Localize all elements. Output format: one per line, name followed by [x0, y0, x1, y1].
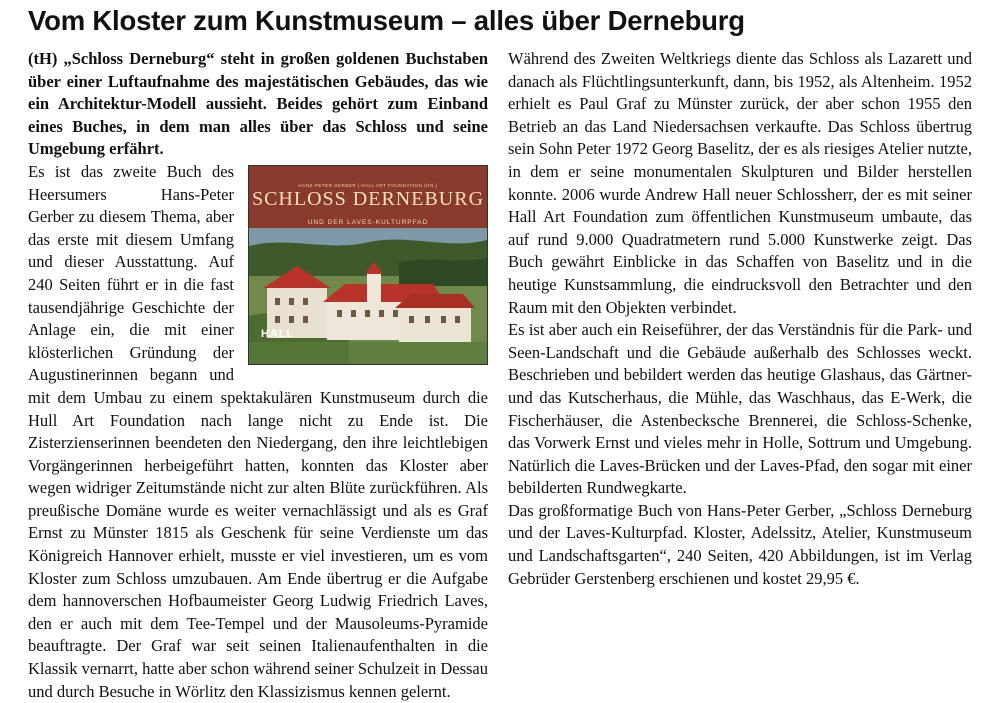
article-column-right — [508, 48, 972, 590]
cover-title: SCHLOSS DERNEBURG — [251, 187, 485, 210]
article-paragraph-3: Es ist aber auch ein Reiseführer, der das Verständnis für die Park- und Seen-Landschaft und die Gebäude außerhalb des Schlosses weckt. Beschrieben und bebildert werden das heutige Glashaus, das Gärtner- und das Kutscherhaus, die Mühle, das Waschhaus, das E-Werk, die Fischerhäuser, die Astenbecksche Brennerei, die Schloss-Schenke, das Vorwerk Ernst und vieles mehr in Holle, Sottrum und Umgebung. Natürlich die Laves-Brücken und der Laves-Pfad, den sogar mit einer bebilderten Rundwegkarte. — [508, 320, 972, 498]
cover-authors: HANS-PETER GERBER | HALL ART FOUNDATION (HG.) — [298, 182, 438, 188]
article-paragraph-1: Es ist das zweite Buch des Heersumers Hans-Peter Gerber zu diesem Thema, aber das erste mit diesem Umfang und dieser Ausstattung. Auf 240 Seiten führt er in die fast tausendjährige Geschichte der Anlage ein, die mit einer klösterlichen Gründung der Augustinerinnen begann und mit dem Umbau zu einem spektakulären Kunstmuseum durch die Hull Art Foundation nach lange nicht zu Ende ist. Die Zisterzienserinnen beendeten den Niedergang, den ihre leichtlebigen Vorgängerinnen herbeigeführt hatten, konnten das Kloster aber wegen widriger Zeitumstände nicht zur alten Blüte zurückführen. Als preußische Domäne wurde es weiter vernachlässigt und als es Graf Ernst zu Münster 1815 als Geschenk für seine Verdienste um das Königreich Hannover erhielt, musste er viel investieren, um es vom Kloster zum Schloss umzubauen. Am Ende übertrug er die Aufgabe dem hannoverschen Hofbaumeister Georg Ludwig Friedrich Laves, den er auch mit dem Tee-Tempel und der Mausoleums-Pyramide beauftragte. Der Graf war seit seinen Italienaufenthalten in die Klassik vernarrt, hatte aber schon während seiner Schulzeit in Dessau und durch Besuche in Wörlitz den Klassizismus kennen gelernt. — [28, 161, 489, 701]
article-headline: Vom Kloster zum Kunstmuseum – alles über Derneburg — [28, 5, 745, 36]
book-cover-image — [248, 165, 488, 365]
article-lead: (tH) „Schloss Derneburg“ steht in großen goldenen Buchstaben über einer Luftaufnahme des majestätischen Gebäudes, das wie ein Architektur-Modell aussieht. Beides gehört zum Einband eines Buches, in dem man alles über das Schloss und seine Umgebung erfährt. — [28, 49, 488, 159]
publisher-logo: HALL — [261, 328, 295, 341]
article-column-left — [28, 48, 488, 703]
cover-subtitle: UND DER LAVES-KULTURPFAD — [307, 218, 429, 226]
article-paragraph-2: Während des Zweiten Weltkriegs diente das Schloss als Lazarett und danach als Flüchtlingsunterkunft, dann, bis 1952, als Altenheim. 1952 erhielt es Paul Graf zu Münster zurück, der aber schon 1955 den Betrieb an das Land Niedersachsen verkaufte. Das Schloss übertrug sein Sohn Peter 1972 Georg Baselitz, der es als riesiges Atelier nutzte, in dem er seine monumentalen Skulpturen und Bilder herstellen konnte. 2006 wurde Andrew Hall neuer Schlossherr, der es mit seiner Hall Art Foundation zum öffentlichen Kunstmuseum umbaute, das auf rund 9.000 Quadratmetern rund 5.000 Kunstwerke zeigt. Das Buch gewährt Einblicke in das Schaffen von Baselitz und in die heutige Kunstsammlung, die eindrucksvoll den Betrachter und den Raum mit den Objekten verbindet. — [508, 49, 972, 317]
article-paragraph-4: Das großformatige Buch von Hans-Peter Gerber, „Schloss Derneburg und der Laves-Kulturpfad. Kloster, Adelssitz, Atelier, Kunstmuseum und Landschaftsgarten“, 240 Seiten, 420 Abbildungen, ist im Verlag Gebrüder Gerstenberg erschienen und kostet 29,95 €. — [508, 500, 972, 588]
